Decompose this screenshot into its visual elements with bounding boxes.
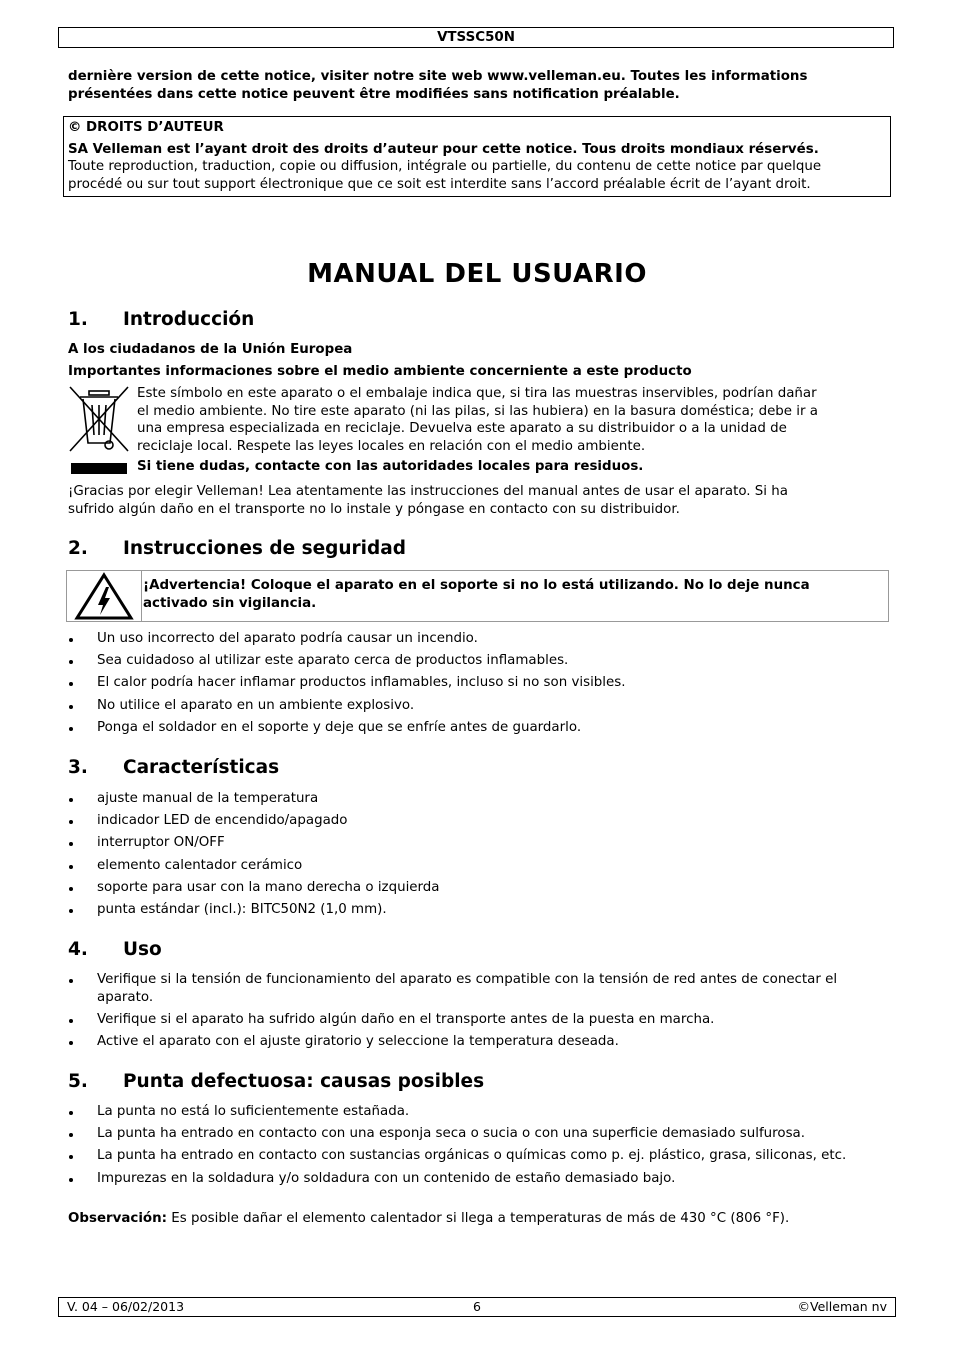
list-item: No utilice el aparato en un ambiente explosivo. [68, 697, 893, 715]
subheading-eu-citizens: A los ciudadanos de la Unión Europea [68, 342, 353, 357]
weee-line: una empresa especializada en reciclaje. Devuelva este aparato a su distribuidor o a la unidad de [137, 421, 787, 436]
notice-line: dernière version de cette notice, visiter notre site web www.velleman.eu. Toutes les informations [68, 69, 808, 84]
warning-icon-cell [67, 571, 142, 621]
list-item: La punta ha entrado en contacto con una esponja seca o sucia o con una superficie demasiado sulfurosa. [68, 1125, 893, 1143]
weee-line: el medio ambiente. No tire este aparato (ni las pilas, si las hubiera) en la basura doméstica; debe ir a [137, 403, 818, 419]
thanks-line: sufrido algún daño en el transporte no lo instale y póngase en contacto con su distribuidor. [68, 501, 680, 517]
section-title: Introducción [123, 309, 255, 330]
weee-line: Este símbolo en este aparato o el embalaje indica que, si tira las muestras inservibles, podrían dañar [137, 386, 817, 401]
section-heading-seguridad [68, 537, 406, 561]
weee-bold-line: Si tiene dudas, contacte con las autoridades locales para residuos. [137, 459, 644, 474]
weee-text [137, 385, 897, 476]
footer-page-number: 6 [473, 1299, 481, 1314]
copyright-text-line: Toute reproduction, traduction, copie ou diffusion, intégrale ou partielle, du contenu de cette notice par quelque [68, 159, 822, 174]
section-number: 1. [68, 309, 88, 330]
subheading-environment: Importantes informaciones sobre el medio ambiente concerniente a este producto [68, 364, 692, 379]
section-title: Punta defectuosa: causas posibles [123, 1071, 485, 1092]
list-item: soporte para usar con la mano derecha o izquierda [68, 879, 893, 897]
notice-line: présentées dans cette notice peuvent être modifiées sans notification préalable. [68, 86, 680, 102]
defect-causes-list [68, 1103, 893, 1192]
usage-list [68, 971, 893, 1055]
footer-brand: ©Velleman nv [797, 1299, 887, 1314]
warning-line: ¡Advertencia! Coloque el aparato en el soporte si no lo está utilizando. No lo deje nunca [143, 578, 810, 593]
copyright-title: © DROITS D’AUTEUR [68, 120, 224, 135]
warning-line: activado sin vigilancia. [143, 595, 317, 611]
section-title: Características [123, 757, 280, 778]
section-heading-caracteristicas [68, 756, 279, 780]
list-item: Active el aparato con el ajuste giratorio y seleccione la temperatura deseada. [68, 1033, 893, 1051]
features-list [68, 790, 893, 923]
list-item: interruptor ON/OFF [68, 834, 893, 852]
section-heading-punta-defectuosa [68, 1070, 484, 1094]
section-heading-introduccion [68, 308, 254, 332]
observation-label: Observación: [68, 1211, 168, 1226]
section-title: Instrucciones de seguridad [123, 538, 406, 559]
copyright-box [63, 116, 891, 197]
weee-bin-icon [68, 385, 130, 477]
copyright-text-line: procédé ou sur tout support électronique que ce soit est interdite sans l’accord préalable écrit de l’ayant droit. [68, 176, 811, 192]
section-number: 5. [68, 1071, 88, 1092]
document-footer [58, 1297, 896, 1317]
footer-version: V. 04 – 06/02/2013 [67, 1299, 185, 1314]
list-item: elemento calentador cerámico [68, 857, 893, 875]
section-number: 4. [68, 939, 88, 960]
list-item: Verifique si el aparato ha sufrido algún daño en el transporte antes de la puesta en marcha. [68, 1011, 893, 1029]
observation-note [68, 1210, 898, 1228]
list-item: punta estándar (incl.): BITC50N2 (1,0 mm). [68, 901, 893, 919]
safety-list [68, 630, 893, 741]
section-number: 2. [68, 538, 88, 559]
list-item: Un uso incorrecto del aparato podría causar un incendio. [68, 630, 893, 648]
thanks-paragraph [68, 483, 898, 518]
weee-line: reciclaje local. Respete las leyes locales en relación con el medio ambiente. [137, 438, 646, 454]
list-item: ajuste manual de la temperatura [68, 790, 893, 808]
thanks-line: ¡Gracias por elegir Velleman! Lea atentamente las instrucciones del manual antes de usar el aparato. Si ha [68, 484, 788, 499]
list-item: La punta no está lo suficientemente estañada. [68, 1103, 893, 1121]
document-header [58, 27, 894, 48]
list-item: La punta ha entrado en contacto con sustancias orgánicas o químicas como p. ej. plástico, grasa, siliconas, etc. [68, 1147, 893, 1165]
section-title: Uso [123, 939, 162, 960]
warning-text [143, 577, 883, 612]
model-number: VTSSC50N [437, 30, 515, 45]
observation-text: Es posible dañar el elemento calentador si llega a temperaturas de más de 430 °C (806 °F). [167, 1211, 790, 1226]
list-item: Impurezas en la soldadura y/o soldadura con un contenido de estaño demasiado bajo. [68, 1170, 893, 1188]
section-number: 3. [68, 757, 88, 778]
copyright-bold-line: SA Velleman est l’ayant droit des droits d’auteur pour cette notice. Tous droits mondiaux réservés. [68, 141, 819, 157]
list-item: El calor podría hacer inflamar productos inflamables, incluso si no son visibles. [68, 674, 893, 692]
section-heading-uso [68, 938, 162, 962]
list-item: Verifique si la tensión de funcionamiento del aparato es compatible con la tensión de red antes de conectar el aparato. [68, 971, 893, 1006]
list-item: Sea cuidadoso al utilizar este aparato cerca de productos inflamables. [68, 652, 893, 670]
list-item: indicador LED de encendido/apagado [68, 812, 893, 830]
list-item: Ponga el soldador en el soporte y deje que se enfríe antes de guardarlo. [68, 719, 893, 737]
electric-hazard-icon [67, 571, 141, 621]
page-title: MANUAL DEL USUARIO [307, 259, 647, 289]
warning-box [66, 570, 889, 622]
french-notice-tail [68, 68, 888, 103]
